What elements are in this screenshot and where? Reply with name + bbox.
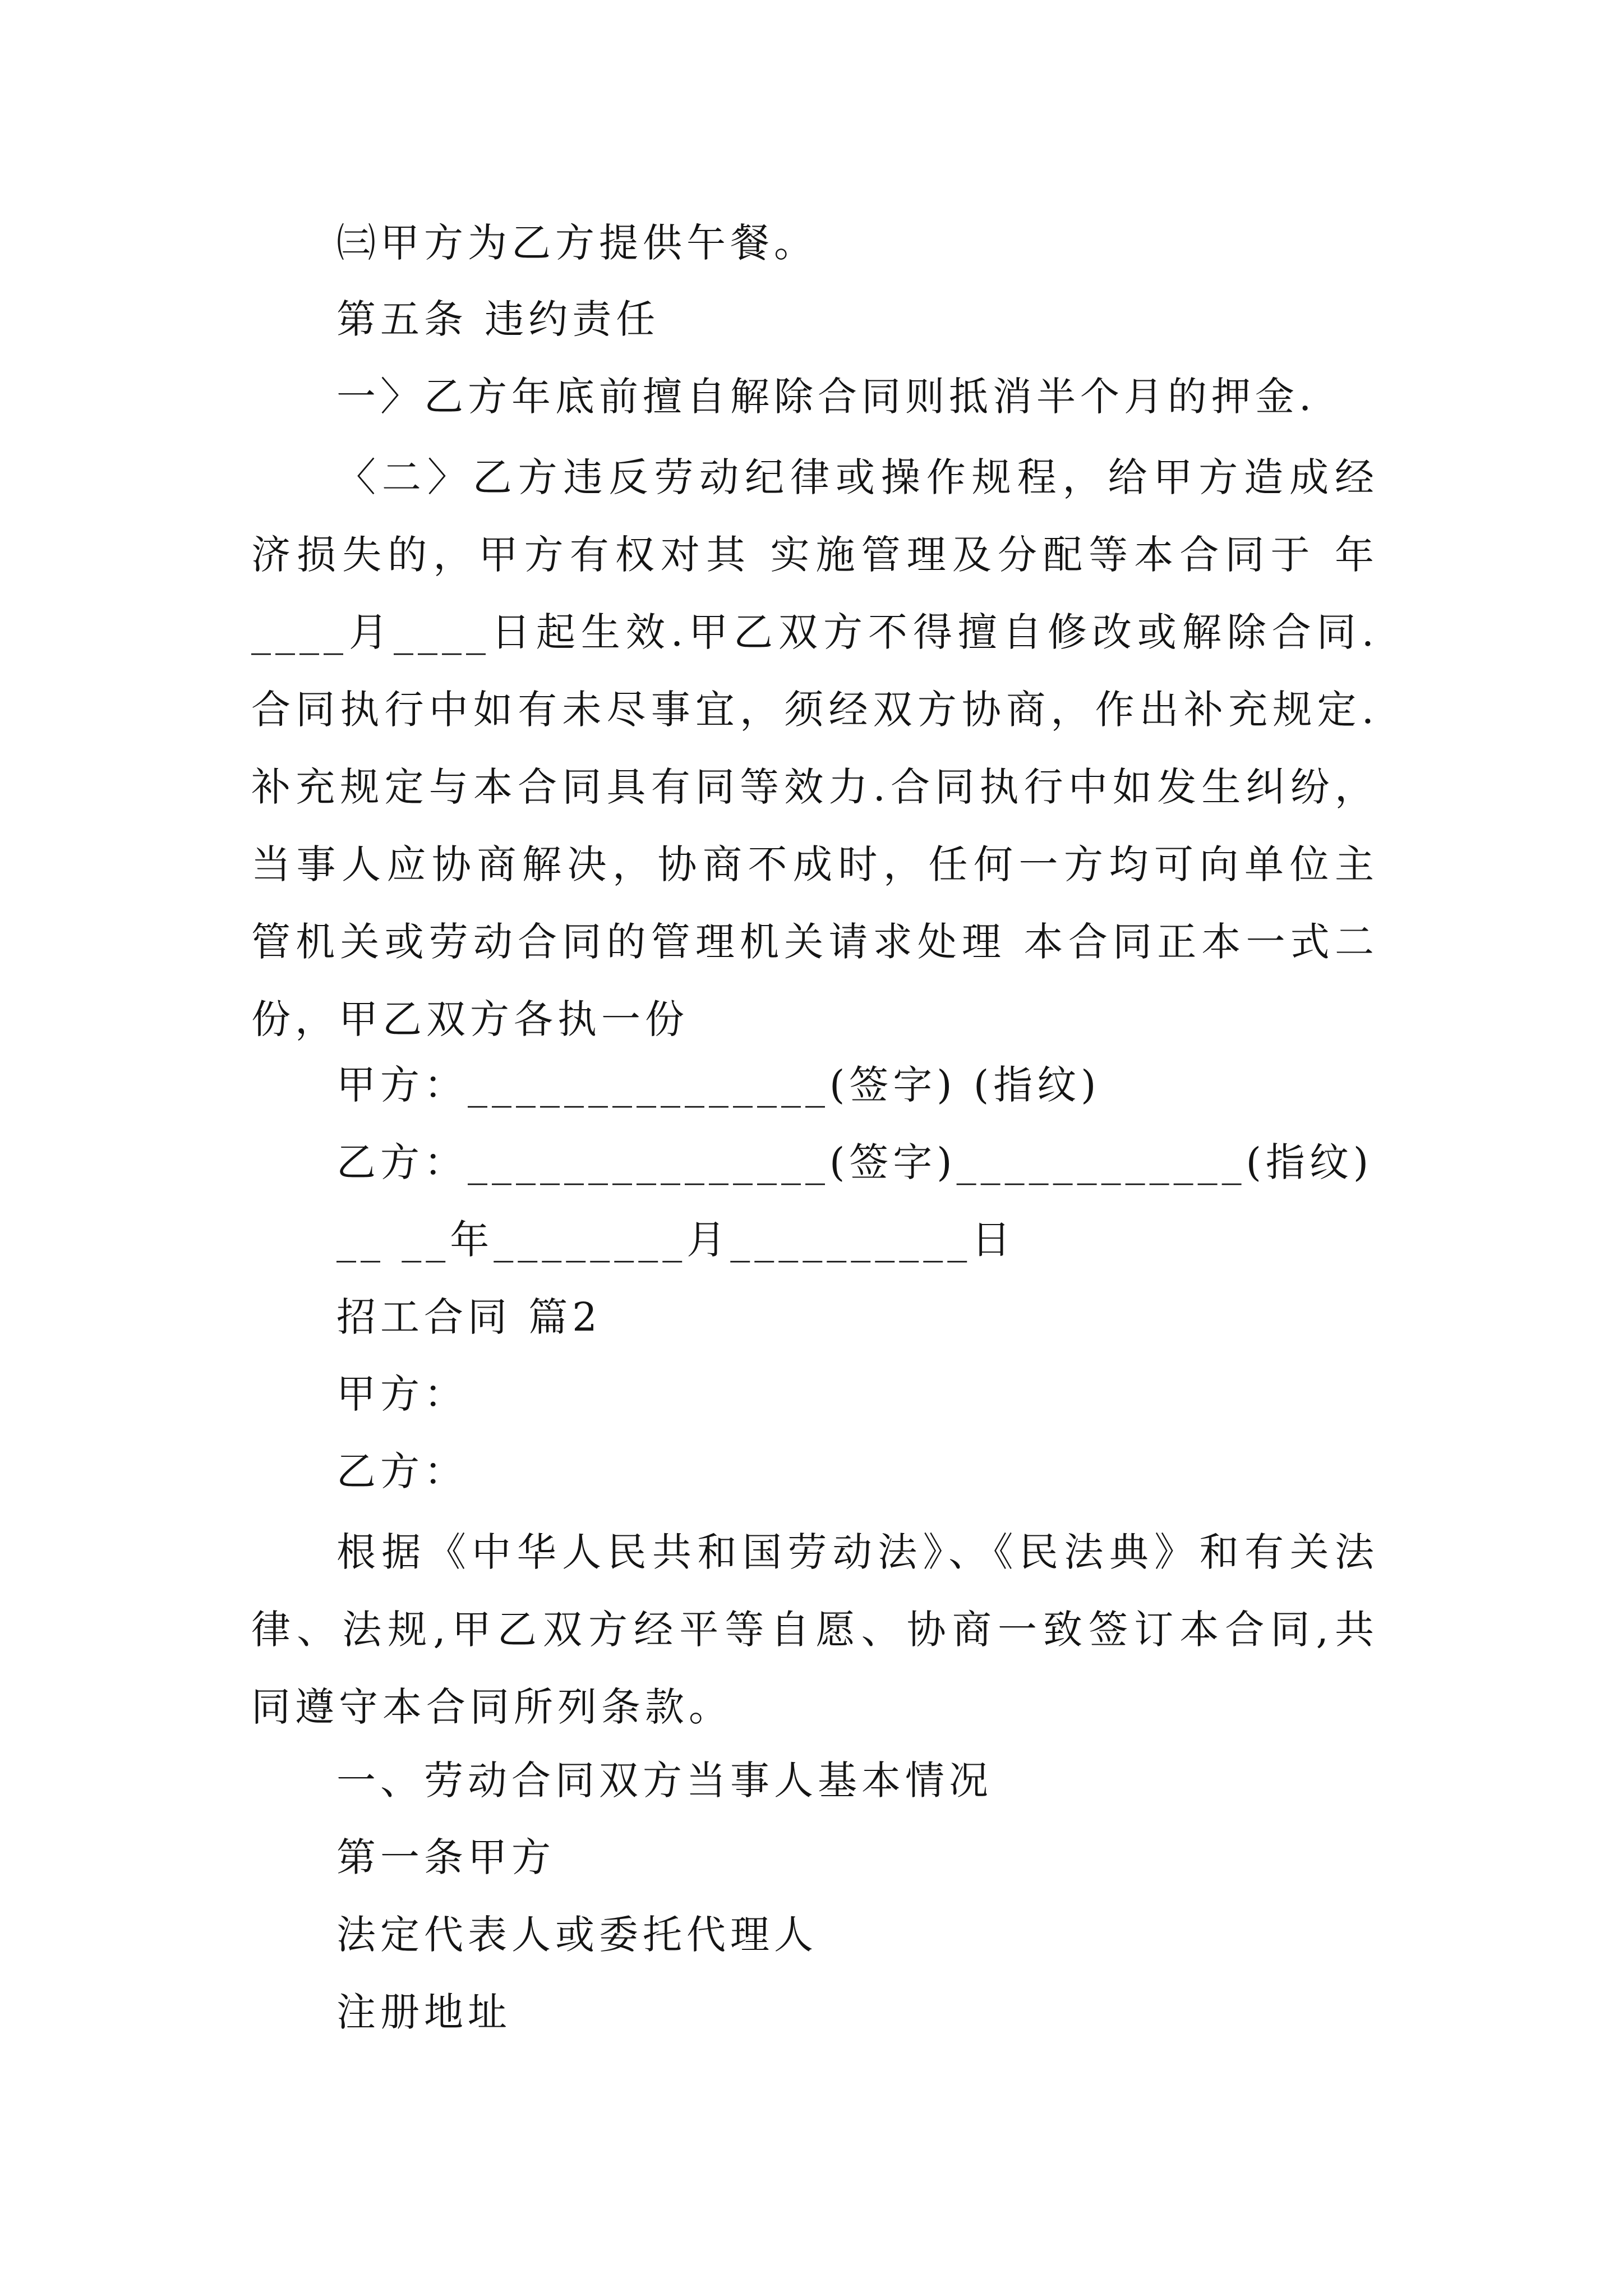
heading-basic-info: 一、劳动合同双方当事人基本情况: [336, 1757, 993, 1803]
party-a-label: 甲方：: [336, 1371, 468, 1417]
clause-heading-liability: 第五条 违约责任: [336, 296, 660, 342]
heading-article-one: 第一条甲方: [336, 1834, 555, 1880]
preamble-paragraph: 根据《中华人民共和国劳动法》、《民法典》和有关法律、法规,甲乙双方经平等自愿、协商一致签订本合同,共同遵守本合同所列条款。: [251, 1529, 1378, 1730]
clause-lunch: ㈢甲方为乙方提供午餐。: [336, 220, 818, 266]
signature-party-a: 甲方：_______________(签字) (指纹): [336, 1062, 1101, 1108]
section-title: 招工合同 篇2: [336, 1294, 602, 1340]
signature-party-b: 乙方：_______________(签字)____________(指纹): [336, 1139, 1373, 1185]
clause-deposit: 一〉乙方年底前擅自解除合同则抵消半个月的押金.: [336, 374, 1316, 420]
party-b-label: 乙方：: [336, 1448, 468, 1494]
signature-date: __ __年________月__________日: [336, 1217, 1016, 1263]
field-legal-representative: 法定代表人或委托代理人: [336, 1912, 818, 1958]
field-registered-address: 注册地址: [336, 1989, 511, 2035]
clause-violation-paragraph: 〈二〉乙方违反劳动纪律或操作规程，给甲方造成经济损失的，甲方有权对其 实施管理及分配等本合同于 年____月____日起生效.甲乙双方不得擅自修改或解除合同.合同执行中如有未尽事宜，须经双方协商，作出补充规定.补充规定与本合同具有同等效力.合同执行中如发生纠纷，当事人应协商解决，协商不成时，任何一方均可向单位主管机关或劳动合同的管理机关请求处理 本合同正本一式二份，甲乙双方各执一份: [251, 454, 1378, 1042]
